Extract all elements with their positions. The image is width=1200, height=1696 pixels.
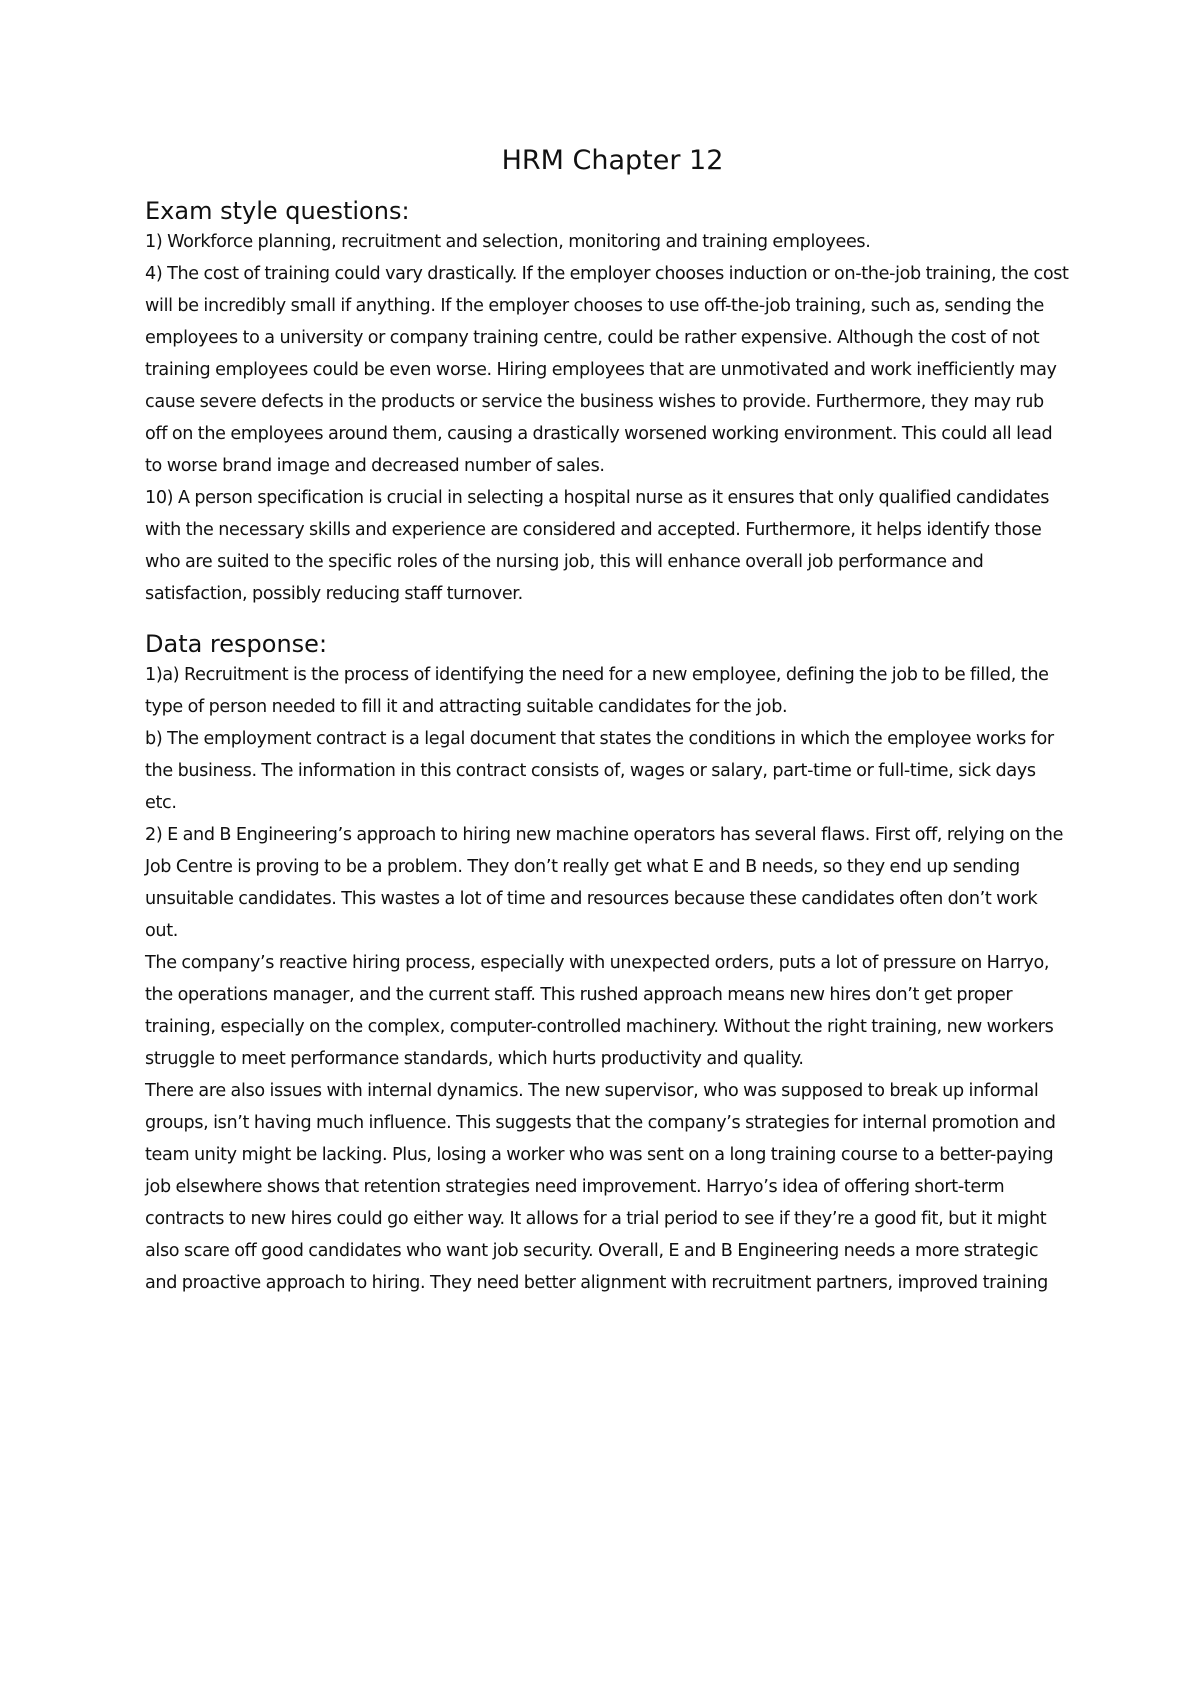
data-answer-1b: b) The employment contract is a legal document that states the conditions in which the employee works for the business. The information in this contract consists of, wages or salary, part-time or full-time, sick days etc. bbox=[145, 728, 1054, 813]
exam-answer-10: 10) A person specification is crucial in selecting a hospital nurse as it ensures that only qualified candidates with the necessary skills and experience are considered and accepted. Furthermore, it helps identify those who are suited to the specific roles of the nursing job, this will enhance overall job performance and satisfaction, possibly reducing staff turnover. bbox=[145, 488, 1050, 605]
data-answer-2-continued: The company’s reactive hiring process, especially with unexpected orders, puts a lot of pressure on Harryo, the operations manager, and the current staff. This rushed approach means new hires don’t get proper training, especially on the complex, computer-controlled machinery. Without the right training, new workers struggle to meet performance standards, which hurts productivity and quality. bbox=[145, 952, 1054, 1069]
exam-answer-1: 1) Workforce planning, recruitment and selection, monitoring and training employees. bbox=[145, 232, 871, 253]
exam-questions-heading: Exam style questions: bbox=[145, 197, 410, 226]
data-response-heading: Data response: bbox=[145, 630, 328, 659]
document-title: HRM Chapter 12 bbox=[501, 145, 724, 176]
data-answer-2-conclusion: There are also issues with internal dynamics. The new supervisor, who was supposed to break up informal groups, isn’t having much influence. This suggests that the company’s strategies for internal promotion and team unity might be lacking. Plus, losing a worker who was sent on a long training course to a better-paying job elsewhere shows that retention strategies need improvement. Harryo’s idea of offering short-term contracts to new hires could go either way. It allows for a trial period to see if they’re a good fit, but it might also scare off good candidates who want job security. Overall, E and B Engineering needs a more strategic and proactive approach to hiring. They need better alignment with recruitment partners, improved training bbox=[145, 1080, 1056, 1293]
exam-answer-4: 4) The cost of training could vary drastically. If the employer chooses induction or on-the-job training, the cost will be incredibly small if anything. If the employer chooses to use off-the-job training, such as, sending the employees to a university or company training centre, could be rather expensive. Although the cost of not training employees could be even worse. Hiring employees that are unmotivated and work inefficiently may cause severe defects in the products or service the business wishes to provide. Furthermore, they may rub off on the employees around them, causing a drastically worsened working environment. This could all lead to worse brand image and decreased number of sales. bbox=[145, 264, 1069, 477]
data-answer-1a: 1)a) Recruitment is the process of identifying the need for a new employee, defining the job to be filled, the type of person needed to fill it and attracting suitable candidates for the job. bbox=[145, 664, 1049, 717]
data-answer-2: 2) E and B Engineering’s approach to hiring new machine operators has several flaws. First off, relying on the Job Centre is proving to be a problem. They don’t really get what E and B needs, so they end up sending unsuitable candidates. This wastes a lot of time and resources because these candidates often don’t work out. bbox=[145, 824, 1064, 941]
